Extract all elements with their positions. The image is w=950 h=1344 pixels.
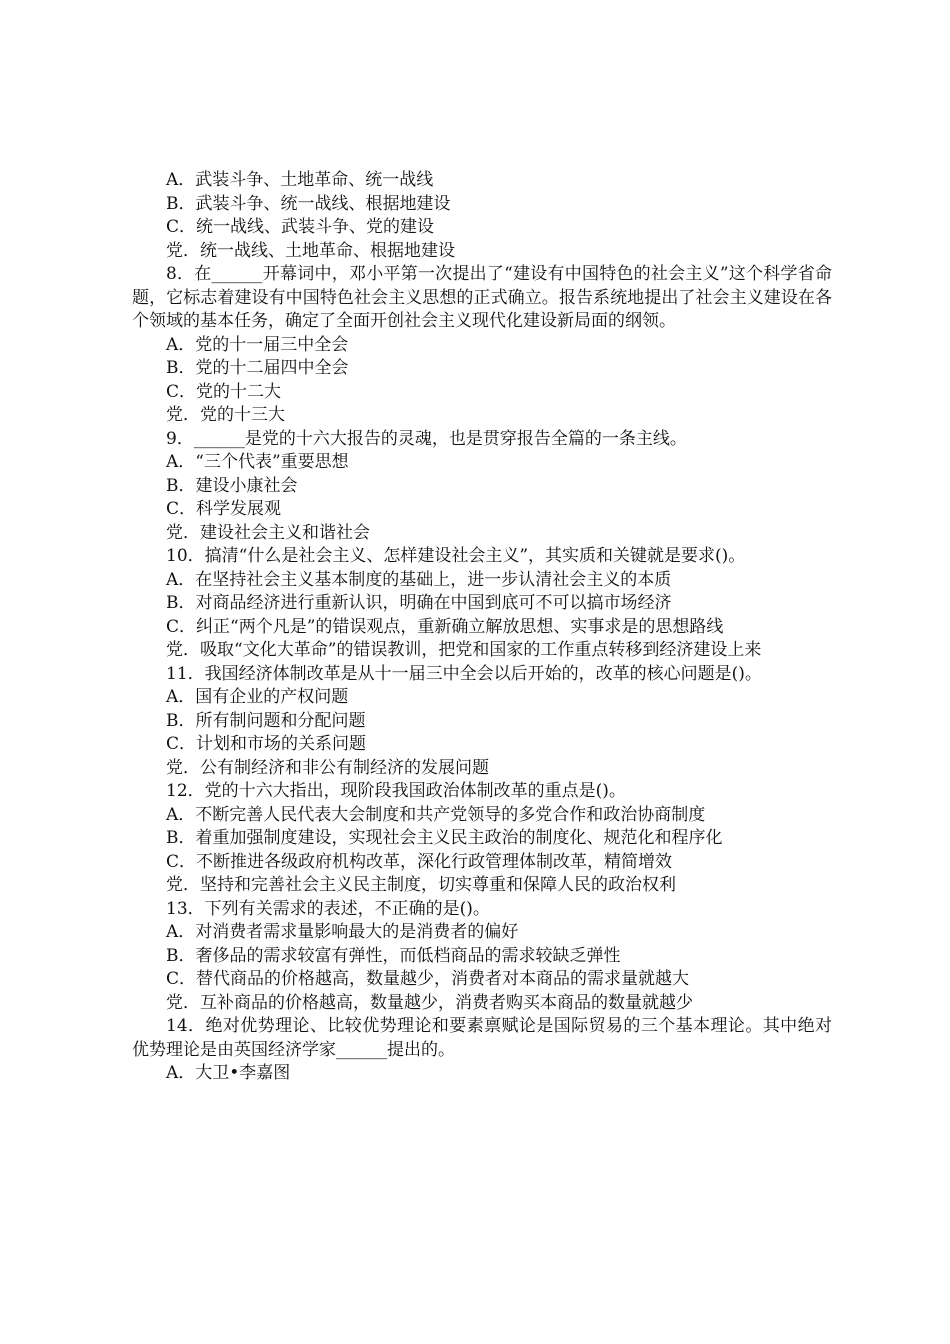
text-line: C．统一战线、武装斗争、党的建设 bbox=[166, 217, 435, 237]
text-line: B．党的十二届四中全会 bbox=[166, 358, 349, 378]
text-line: C．纠正“两个凡是”的错误观点，重新确立解放思想、实事求是的思想路线 bbox=[166, 616, 724, 637]
text-line: B．对商品经济进行重新认识，明确在中国到底可不可以搞市场经济 bbox=[166, 593, 672, 613]
text-line: 党．公有制经济和非公有制经济的发展问题 bbox=[166, 757, 489, 778]
text-line: A．“三个代表”重要思想 bbox=[166, 452, 349, 472]
document-body bbox=[132, 169, 832, 1086]
text-line: 党．建设社会主义和谐社会 bbox=[166, 522, 370, 543]
text-line: C．计划和市场的关系问题 bbox=[166, 734, 367, 754]
text-line: 党．党的十三大 bbox=[166, 405, 285, 425]
text-line: A．对消费者需求量影响最大的是消费者的偏好 bbox=[166, 922, 519, 942]
text-line: 10．搞清“什么是社会主义、怎样建设社会主义”，其实质和关键就是要求()。 bbox=[166, 546, 746, 566]
text-line: C．党的十二大 bbox=[166, 381, 282, 402]
text-line: 党．吸取“文化大革命”的错误教训，把党和国家的工作重点转移到经济建设上来 bbox=[166, 640, 762, 660]
text-line: B．武装斗争、统一战线、根据地建设 bbox=[166, 193, 451, 214]
text-line: 12．党的十六大指出，现阶段我国政治体制改革的重点是()。 bbox=[166, 781, 626, 801]
text-line: A．大卫•李嘉图 bbox=[166, 1063, 291, 1083]
text-line: 11．我国经济体制改革是从十一届三中全会以后开始的，改革的核心问题是()。 bbox=[166, 663, 762, 684]
text-line: B．奢侈品的需求较富有弹性，而低档商品的需求较缺乏弹性 bbox=[166, 945, 621, 966]
text-line: 党．统一战线、土地革命、根据地建设 bbox=[166, 240, 455, 261]
text-line: 党．互补商品的价格越高，数量越少，消费者购买本商品的数量就越少 bbox=[166, 992, 693, 1013]
text-line: C．科学发展观 bbox=[166, 499, 282, 519]
text-line: 党．坚持和完善社会主义民主制度，切实尊重和保障人民的政治权利 bbox=[166, 875, 676, 895]
text-line: A．在坚持社会主义基本制度的基础上，进一步认清社会主义的本质 bbox=[166, 569, 672, 590]
text-line: A．党的十一届三中全会 bbox=[166, 334, 349, 355]
text-line: A．武装斗争、土地革命、统一战线 bbox=[166, 170, 434, 190]
text-line: B．着重加强制度建设，实现社会主义民主政治的制度化、规范化和程序化 bbox=[166, 828, 723, 848]
text-line: 8．在______开幕词中，邓小平第一次提出了“建设有中国特色的社会主义”这个科学省命题，它标志着建设有中国特色社会主义思想的正式确立。报告系统地提出了社会主义建设在各个领域的基本任务，确定了全面开创社会主义现代化建设新局面的纲领。 bbox=[132, 264, 832, 331]
text-line: A．国有企业的产权问题 bbox=[166, 687, 349, 707]
text-line: C．不断推进各级政府机构改革，深化行政管理体制改革，精简增效 bbox=[166, 851, 673, 872]
text-line: 14．绝对优势理论、比较优势理论和要素禀赋论是国际贸易的三个基本理论。其中绝对优势理论是由英国经济学家______提出的。 bbox=[132, 1016, 832, 1060]
text-line: A．不断完善人民代表大会制度和共产党领导的多党合作和政治协商制度 bbox=[166, 804, 706, 825]
text-line: B．建设小康社会 bbox=[166, 475, 298, 496]
text-line: 9．______是党的十六大报告的灵魂，也是贯穿报告全篇的一条主线。 bbox=[166, 428, 687, 449]
text-line: C．替代商品的价格越高，数量越少，消费者对本商品的需求量就越大 bbox=[166, 969, 690, 989]
text-line: B．所有制问题和分配问题 bbox=[166, 710, 366, 731]
text-line: 13．下列有关需求的表述，不正确的是()。 bbox=[166, 898, 490, 919]
